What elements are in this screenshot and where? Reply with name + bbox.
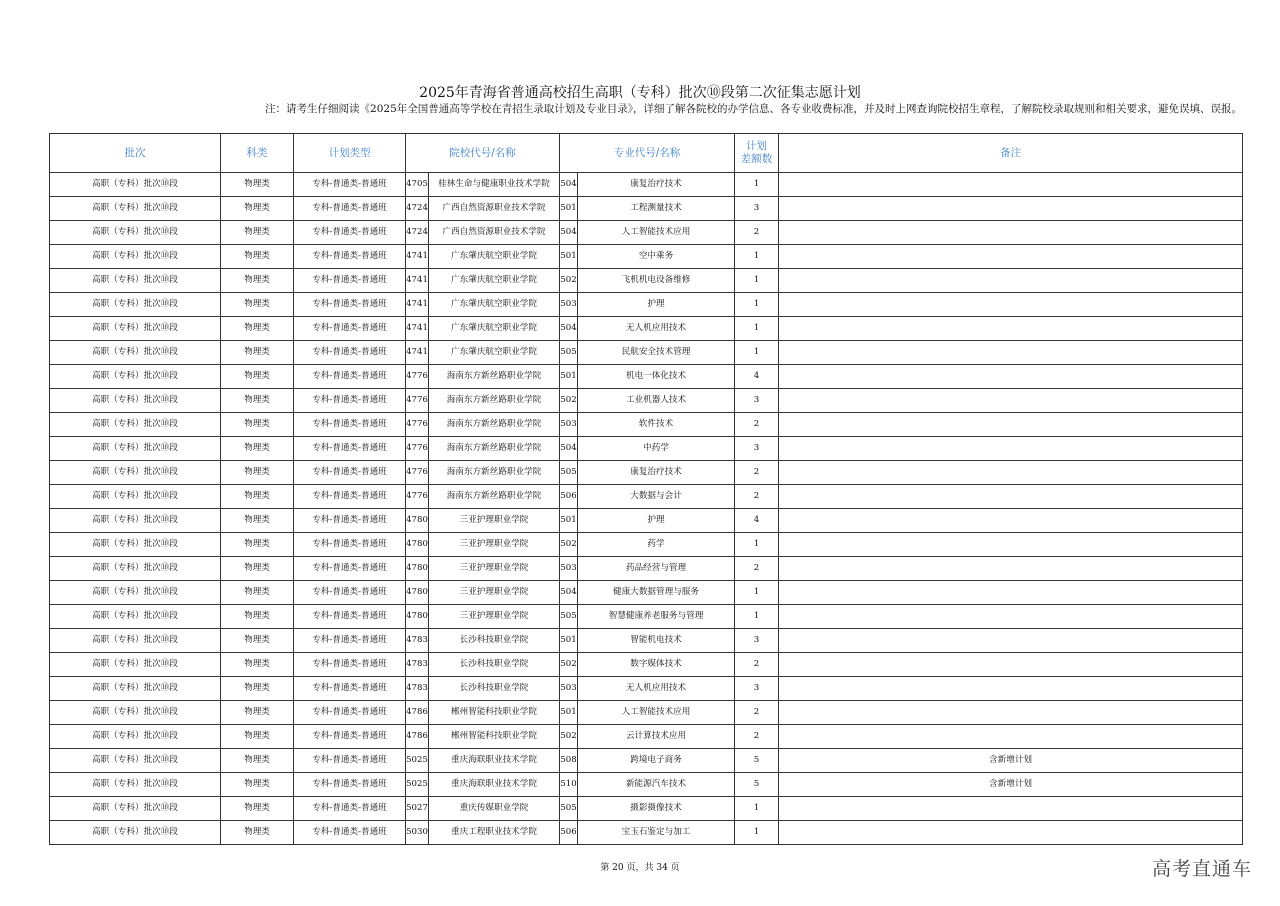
- cell-quota: 1: [735, 173, 779, 197]
- cell-batch: 高职（专科）批次⑩段: [50, 221, 221, 245]
- cell-plan-type: 专科-普通类-普通班: [294, 341, 406, 365]
- cell-batch: 高职（专科）批次⑩段: [50, 437, 221, 461]
- cell-school-code: 4741: [406, 245, 429, 269]
- cell-batch: 高职（专科）批次⑩段: [50, 557, 221, 581]
- cell-plan-type: 专科-普通类-普通班: [294, 461, 406, 485]
- table-row: [50, 197, 1243, 221]
- cell-category: 物理类: [221, 533, 294, 557]
- cell-school-code: 4776: [406, 485, 429, 509]
- cell-batch: 高职（专科）批次⑩段: [50, 461, 221, 485]
- cell-category: 物理类: [221, 677, 294, 701]
- cell-plan-type: 专科-普通类-普通班: [294, 797, 406, 821]
- cell-major-name: 护理: [578, 293, 735, 317]
- cell-category: 物理类: [221, 269, 294, 293]
- cell-quota: 2: [735, 485, 779, 509]
- table-row: [50, 821, 1243, 845]
- cell-major-code: 501: [560, 245, 578, 269]
- cell-major-code: 501: [560, 365, 578, 389]
- cell-plan-type: 专科-普通类-普通班: [294, 677, 406, 701]
- cell-school-code: 4705: [406, 173, 429, 197]
- cell-batch: 高职（专科）批次⑩段: [50, 317, 221, 341]
- cell-quota: 1: [735, 341, 779, 365]
- table-row: [50, 341, 1243, 365]
- cell-major-name: 康复治疗技术: [578, 173, 735, 197]
- cell-batch: 高职（专科）批次⑩段: [50, 341, 221, 365]
- table-row: [50, 269, 1243, 293]
- cell-school-code: 4776: [406, 365, 429, 389]
- cell-batch: 高职（专科）批次⑩段: [50, 389, 221, 413]
- cell-major-name: 无人机应用技术: [578, 317, 735, 341]
- cell-category: 物理类: [221, 581, 294, 605]
- cell-major-code: 504: [560, 581, 578, 605]
- cell-plan-type: 专科-普通类-普通班: [294, 629, 406, 653]
- cell-batch: 高职（专科）批次⑩段: [50, 701, 221, 725]
- cell-quota: 1: [735, 605, 779, 629]
- header-batch: 批次: [50, 134, 221, 173]
- cell-school-code: 4786: [406, 725, 429, 749]
- cell-school-name: 海南东方新丝路职业学院: [429, 389, 560, 413]
- cell-school-code: 4783: [406, 629, 429, 653]
- table-row: [50, 653, 1243, 677]
- header-plan-type: 计划类型: [294, 134, 406, 173]
- cell-school-name: 桂林生命与健康职业技术学院: [429, 173, 560, 197]
- cell-quota: 2: [735, 701, 779, 725]
- cell-major-name: 中药学: [578, 437, 735, 461]
- cell-batch: 高职（专科）批次⑩段: [50, 485, 221, 509]
- cell-remark: [779, 677, 1243, 701]
- table-row: [50, 221, 1243, 245]
- cell-remark: [779, 701, 1243, 725]
- cell-category: 物理类: [221, 173, 294, 197]
- cell-plan-type: 专科-普通类-普通班: [294, 749, 406, 773]
- cell-school-code: 4724: [406, 221, 429, 245]
- cell-batch: 高职（专科）批次⑩段: [50, 629, 221, 653]
- cell-quota: 1: [735, 245, 779, 269]
- cell-major-name: 人工智能技术应用: [578, 221, 735, 245]
- cell-quota: 2: [735, 461, 779, 485]
- cell-quota: 2: [735, 413, 779, 437]
- cell-school-code: 5027: [406, 797, 429, 821]
- cell-major-name: 数字媒体技术: [578, 653, 735, 677]
- cell-remark: [779, 269, 1243, 293]
- cell-school-code: 4776: [406, 437, 429, 461]
- cell-school-name: 重庆海联职业技术学院: [429, 773, 560, 797]
- cell-category: 物理类: [221, 629, 294, 653]
- cell-plan-type: 专科-普通类-普通班: [294, 221, 406, 245]
- cell-major-code: 506: [560, 485, 578, 509]
- cell-plan-type: 专科-普通类-普通班: [294, 317, 406, 341]
- cell-major-code: 505: [560, 605, 578, 629]
- header-school: 院校代号/名称: [406, 134, 560, 173]
- cell-school-name: 三亚护理职业学院: [429, 509, 560, 533]
- cell-batch: 高职（专科）批次⑩段: [50, 605, 221, 629]
- cell-major-name: 空中乘务: [578, 245, 735, 269]
- cell-quota: 3: [735, 437, 779, 461]
- cell-school-code: 5030: [406, 821, 429, 845]
- cell-quota: 1: [735, 269, 779, 293]
- cell-batch: 高职（专科）批次⑩段: [50, 581, 221, 605]
- cell-major-name: 软件技术: [578, 413, 735, 437]
- cell-major-code: 502: [560, 725, 578, 749]
- cell-quota: 1: [735, 317, 779, 341]
- table-row: [50, 245, 1243, 269]
- notice-text: 注：请考生仔细阅读《2025年全国普通高等学校在青招生录取计划及专业目录》，详细了解各院校的办学信息、各专业收费标准，并及时上网查询院校招生章程，了解院校录取规则和相关要求，避免误填、误报。: [265, 103, 1242, 115]
- cell-batch: 高职（专科）批次⑩段: [50, 677, 221, 701]
- cell-major-name: 摄影摄像技术: [578, 797, 735, 821]
- cell-quota: 1: [735, 293, 779, 317]
- cell-major-name: 人工智能技术应用: [578, 701, 735, 725]
- cell-remark: [779, 509, 1243, 533]
- table-row: [50, 509, 1243, 533]
- cell-remark: [779, 245, 1243, 269]
- cell-remark: 含新增计划: [779, 773, 1243, 797]
- cell-major-code: 506: [560, 821, 578, 845]
- table-row: [50, 797, 1243, 821]
- cell-quota: 5: [735, 749, 779, 773]
- cell-quota: 1: [735, 797, 779, 821]
- cell-quota: 1: [735, 581, 779, 605]
- cell-remark: [779, 557, 1243, 581]
- cell-school-name: 三亚护理职业学院: [429, 557, 560, 581]
- cell-major-code: 503: [560, 413, 578, 437]
- cell-major-code: 505: [560, 797, 578, 821]
- cell-school-name: 重庆工程职业技术学院: [429, 821, 560, 845]
- cell-category: 物理类: [221, 773, 294, 797]
- cell-major-name: 飞机机电设备维修: [578, 269, 735, 293]
- cell-category: 物理类: [221, 821, 294, 845]
- table-row: [50, 677, 1243, 701]
- document-title: 2025年青海省普通高校招生高职（专科）批次⑩段第二次征集志愿计划: [419, 85, 861, 101]
- cell-school-code: 4741: [406, 317, 429, 341]
- table-header-row: [50, 134, 1243, 173]
- table-row: [50, 413, 1243, 437]
- cell-school-name: 广东肇庆航空职业学院: [429, 245, 560, 269]
- cell-plan-type: 专科-普通类-普通班: [294, 269, 406, 293]
- cell-school-name: 长沙科技职业学院: [429, 629, 560, 653]
- cell-major-name: 药学: [578, 533, 735, 557]
- cell-school-name: 海南东方新丝路职业学院: [429, 461, 560, 485]
- cell-category: 物理类: [221, 557, 294, 581]
- cell-remark: [779, 173, 1243, 197]
- cell-major-name: 药品经营与管理: [578, 557, 735, 581]
- cell-school-code: 4780: [406, 581, 429, 605]
- cell-school-name: 广西自然资源职业技术学院: [429, 197, 560, 221]
- cell-plan-type: 专科-普通类-普通班: [294, 365, 406, 389]
- cell-remark: [779, 533, 1243, 557]
- cell-batch: 高职（专科）批次⑩段: [50, 725, 221, 749]
- cell-school-code: 4724: [406, 197, 429, 221]
- cell-school-name: 海南东方新丝路职业学院: [429, 485, 560, 509]
- cell-quota: 4: [735, 509, 779, 533]
- cell-remark: [779, 725, 1243, 749]
- cell-quota: 4: [735, 365, 779, 389]
- cell-major-code: 502: [560, 389, 578, 413]
- cell-quota: 3: [735, 197, 779, 221]
- cell-school-code: 4780: [406, 509, 429, 533]
- cell-plan-type: 专科-普通类-普通班: [294, 725, 406, 749]
- cell-plan-type: 专科-普通类-普通班: [294, 485, 406, 509]
- table-row: [50, 581, 1243, 605]
- header-quota: [735, 134, 779, 173]
- cell-category: 物理类: [221, 605, 294, 629]
- cell-school-code: 4783: [406, 677, 429, 701]
- cell-category: 物理类: [221, 293, 294, 317]
- cell-batch: 高职（专科）批次⑩段: [50, 197, 221, 221]
- table-row: [50, 485, 1243, 509]
- cell-batch: 高职（专科）批次⑩段: [50, 821, 221, 845]
- cell-school-name: 三亚护理职业学院: [429, 581, 560, 605]
- table-row: [50, 365, 1243, 389]
- cell-batch: 高职（专科）批次⑩段: [50, 797, 221, 821]
- cell-school-code: 4783: [406, 653, 429, 677]
- cell-quota: 1: [735, 533, 779, 557]
- cell-category: 物理类: [221, 485, 294, 509]
- cell-major-name: 健康大数据管理与服务: [578, 581, 735, 605]
- cell-major-name: 康复治疗技术: [578, 461, 735, 485]
- cell-school-name: 重庆海联职业技术学院: [429, 749, 560, 773]
- cell-major-code: 504: [560, 317, 578, 341]
- cell-school-code: 4780: [406, 605, 429, 629]
- cell-major-name: 新能源汽车技术: [578, 773, 735, 797]
- cell-category: 物理类: [221, 701, 294, 725]
- cell-major-name: 民航安全技术管理: [578, 341, 735, 365]
- cell-batch: 高职（专科）批次⑩段: [50, 749, 221, 773]
- cell-category: 物理类: [221, 341, 294, 365]
- cell-plan-type: 专科-普通类-普通班: [294, 509, 406, 533]
- cell-major-code: 502: [560, 269, 578, 293]
- cell-batch: 高职（专科）批次⑩段: [50, 509, 221, 533]
- cell-major-code: 502: [560, 533, 578, 557]
- cell-quota: 3: [735, 629, 779, 653]
- cell-plan-type: 专科-普通类-普通班: [294, 173, 406, 197]
- cell-plan-type: 专科-普通类-普通班: [294, 533, 406, 557]
- cell-batch: 高职（专科）批次⑩段: [50, 173, 221, 197]
- cell-category: 物理类: [221, 437, 294, 461]
- cell-quota: 1: [735, 821, 779, 845]
- header-category: 科类: [221, 134, 294, 173]
- table-row: [50, 293, 1243, 317]
- header-quota-line2: 差额数: [740, 153, 773, 165]
- cell-school-code: 5025: [406, 749, 429, 773]
- cell-plan-type: 专科-普通类-普通班: [294, 245, 406, 269]
- cell-remark: [779, 437, 1243, 461]
- cell-school-name: 广东肇庆航空职业学院: [429, 341, 560, 365]
- cell-major-code: 503: [560, 293, 578, 317]
- cell-major-code: 503: [560, 677, 578, 701]
- cell-remark: [779, 413, 1243, 437]
- cell-school-code: 4741: [406, 269, 429, 293]
- cell-school-name: 广东肇庆航空职业学院: [429, 269, 560, 293]
- cell-major-code: 505: [560, 341, 578, 365]
- cell-major-code: 504: [560, 437, 578, 461]
- cell-plan-type: 专科-普通类-普通班: [294, 821, 406, 845]
- cell-plan-type: 专科-普通类-普通班: [294, 437, 406, 461]
- cell-major-code: 501: [560, 509, 578, 533]
- cell-major-code: 510: [560, 773, 578, 797]
- cell-plan-type: 专科-普通类-普通班: [294, 197, 406, 221]
- cell-quota: 2: [735, 725, 779, 749]
- cell-remark: [779, 605, 1243, 629]
- cell-school-code: 5025: [406, 773, 429, 797]
- enrollment-plan-table: [49, 133, 1243, 845]
- cell-remark: [779, 389, 1243, 413]
- cell-plan-type: 专科-普通类-普通班: [294, 773, 406, 797]
- cell-batch: 高职（专科）批次⑩段: [50, 269, 221, 293]
- cell-batch: 高职（专科）批次⑩段: [50, 413, 221, 437]
- cell-batch: 高职（专科）批次⑩段: [50, 653, 221, 677]
- cell-remark: [779, 317, 1243, 341]
- cell-category: 物理类: [221, 389, 294, 413]
- cell-major-name: 护理: [578, 509, 735, 533]
- cell-plan-type: 专科-普通类-普通班: [294, 557, 406, 581]
- cell-remark: [779, 485, 1243, 509]
- table-row: [50, 173, 1243, 197]
- table-body: [50, 173, 1243, 845]
- cell-remark: [779, 797, 1243, 821]
- cell-batch: 高职（专科）批次⑩段: [50, 773, 221, 797]
- cell-batch: 高职（专科）批次⑩段: [50, 293, 221, 317]
- cell-major-code: 501: [560, 701, 578, 725]
- cell-school-name: 重庆传媒职业学院: [429, 797, 560, 821]
- cell-remark: 含新增计划: [779, 749, 1243, 773]
- cell-remark: [779, 365, 1243, 389]
- cell-major-name: 跨境电子商务: [578, 749, 735, 773]
- cell-category: 物理类: [221, 653, 294, 677]
- table-row: [50, 317, 1243, 341]
- cell-category: 物理类: [221, 413, 294, 437]
- cell-category: 物理类: [221, 317, 294, 341]
- cell-category: 物理类: [221, 749, 294, 773]
- cell-remark: [779, 461, 1243, 485]
- cell-quota: 5: [735, 773, 779, 797]
- cell-school-code: 4780: [406, 533, 429, 557]
- cell-batch: 高职（专科）批次⑩段: [50, 533, 221, 557]
- cell-remark: [779, 341, 1243, 365]
- header-remarks: 备注: [779, 134, 1243, 173]
- cell-category: 物理类: [221, 509, 294, 533]
- cell-remark: [779, 293, 1243, 317]
- cell-major-name: 智能机电技术: [578, 629, 735, 653]
- cell-category: 物理类: [221, 365, 294, 389]
- cell-category: 物理类: [221, 221, 294, 245]
- cell-category: 物理类: [221, 797, 294, 821]
- cell-school-name: 三亚护理职业学院: [429, 605, 560, 629]
- cell-quota: 2: [735, 221, 779, 245]
- watermark-logo: 高考直通车: [1151, 858, 1252, 880]
- cell-plan-type: 专科-普通类-普通班: [294, 653, 406, 677]
- cell-school-name: 海南东方新丝路职业学院: [429, 365, 560, 389]
- cell-school-name: 海南东方新丝路职业学院: [429, 437, 560, 461]
- table-row: [50, 533, 1243, 557]
- table-row: [50, 749, 1243, 773]
- cell-school-name: 长沙科技职业学院: [429, 653, 560, 677]
- cell-school-name: 郴州智能科技职业学院: [429, 701, 560, 725]
- cell-major-code: 501: [560, 197, 578, 221]
- cell-plan-type: 专科-普通类-普通班: [294, 605, 406, 629]
- page-number: 第 20 页，共 34 页: [600, 863, 680, 873]
- cell-quota: 2: [735, 557, 779, 581]
- cell-major-name: 工业机器人技术: [578, 389, 735, 413]
- cell-major-name: 宝玉石鉴定与加工: [578, 821, 735, 845]
- cell-major-name: 工程测量技术: [578, 197, 735, 221]
- cell-quota: 2: [735, 653, 779, 677]
- cell-major-code: 508: [560, 749, 578, 773]
- cell-batch: 高职（专科）批次⑩段: [50, 365, 221, 389]
- table-row: [50, 461, 1243, 485]
- cell-school-name: 广西自然资源职业技术学院: [429, 221, 560, 245]
- cell-remark: [779, 221, 1243, 245]
- header-major: 专业代号/名称: [560, 134, 735, 173]
- table-row: [50, 629, 1243, 653]
- table-row: [50, 725, 1243, 749]
- cell-plan-type: 专科-普通类-普通班: [294, 389, 406, 413]
- cell-major-code: 505: [560, 461, 578, 485]
- cell-category: 物理类: [221, 725, 294, 749]
- cell-school-code: 4741: [406, 293, 429, 317]
- cell-remark: [779, 197, 1243, 221]
- cell-plan-type: 专科-普通类-普通班: [294, 293, 406, 317]
- cell-remark: [779, 821, 1243, 845]
- table-row: [50, 701, 1243, 725]
- table-row: [50, 773, 1243, 797]
- cell-remark: [779, 581, 1243, 605]
- cell-batch: 高职（专科）批次⑩段: [50, 245, 221, 269]
- cell-major-code: 503: [560, 557, 578, 581]
- table-row: [50, 437, 1243, 461]
- table-row: [50, 605, 1243, 629]
- cell-school-code: 4741: [406, 341, 429, 365]
- cell-remark: [779, 653, 1243, 677]
- cell-school-name: 广东肇庆航空职业学院: [429, 317, 560, 341]
- cell-major-code: 501: [560, 629, 578, 653]
- table-row: [50, 557, 1243, 581]
- cell-school-name: 三亚护理职业学院: [429, 533, 560, 557]
- cell-major-code: 502: [560, 653, 578, 677]
- cell-school-code: 4776: [406, 389, 429, 413]
- cell-plan-type: 专科-普通类-普通班: [294, 413, 406, 437]
- header-quota-line1: 计划: [746, 140, 768, 152]
- cell-major-name: 机电一体化技术: [578, 365, 735, 389]
- cell-major-name: 大数据与会计: [578, 485, 735, 509]
- cell-major-code: 504: [560, 173, 578, 197]
- cell-school-code: 4776: [406, 461, 429, 485]
- cell-remark: [779, 629, 1243, 653]
- cell-category: 物理类: [221, 245, 294, 269]
- cell-school-code: 4780: [406, 557, 429, 581]
- cell-school-name: 郴州智能科技职业学院: [429, 725, 560, 749]
- cell-plan-type: 专科-普通类-普通班: [294, 701, 406, 725]
- cell-plan-type: 专科-普通类-普通班: [294, 581, 406, 605]
- cell-quota: 3: [735, 389, 779, 413]
- cell-category: 物理类: [221, 197, 294, 221]
- cell-major-name: 智慧健康养老服务与管理: [578, 605, 735, 629]
- cell-school-name: 广东肇庆航空职业学院: [429, 293, 560, 317]
- cell-major-name: 云计算技术应用: [578, 725, 735, 749]
- cell-school-code: 4776: [406, 413, 429, 437]
- cell-quota: 3: [735, 677, 779, 701]
- cell-major-code: 504: [560, 221, 578, 245]
- cell-school-name: 海南东方新丝路职业学院: [429, 413, 560, 437]
- cell-school-name: 长沙科技职业学院: [429, 677, 560, 701]
- cell-major-name: 无人机应用技术: [578, 677, 735, 701]
- table-row: [50, 389, 1243, 413]
- cell-school-code: 4786: [406, 701, 429, 725]
- cell-category: 物理类: [221, 461, 294, 485]
